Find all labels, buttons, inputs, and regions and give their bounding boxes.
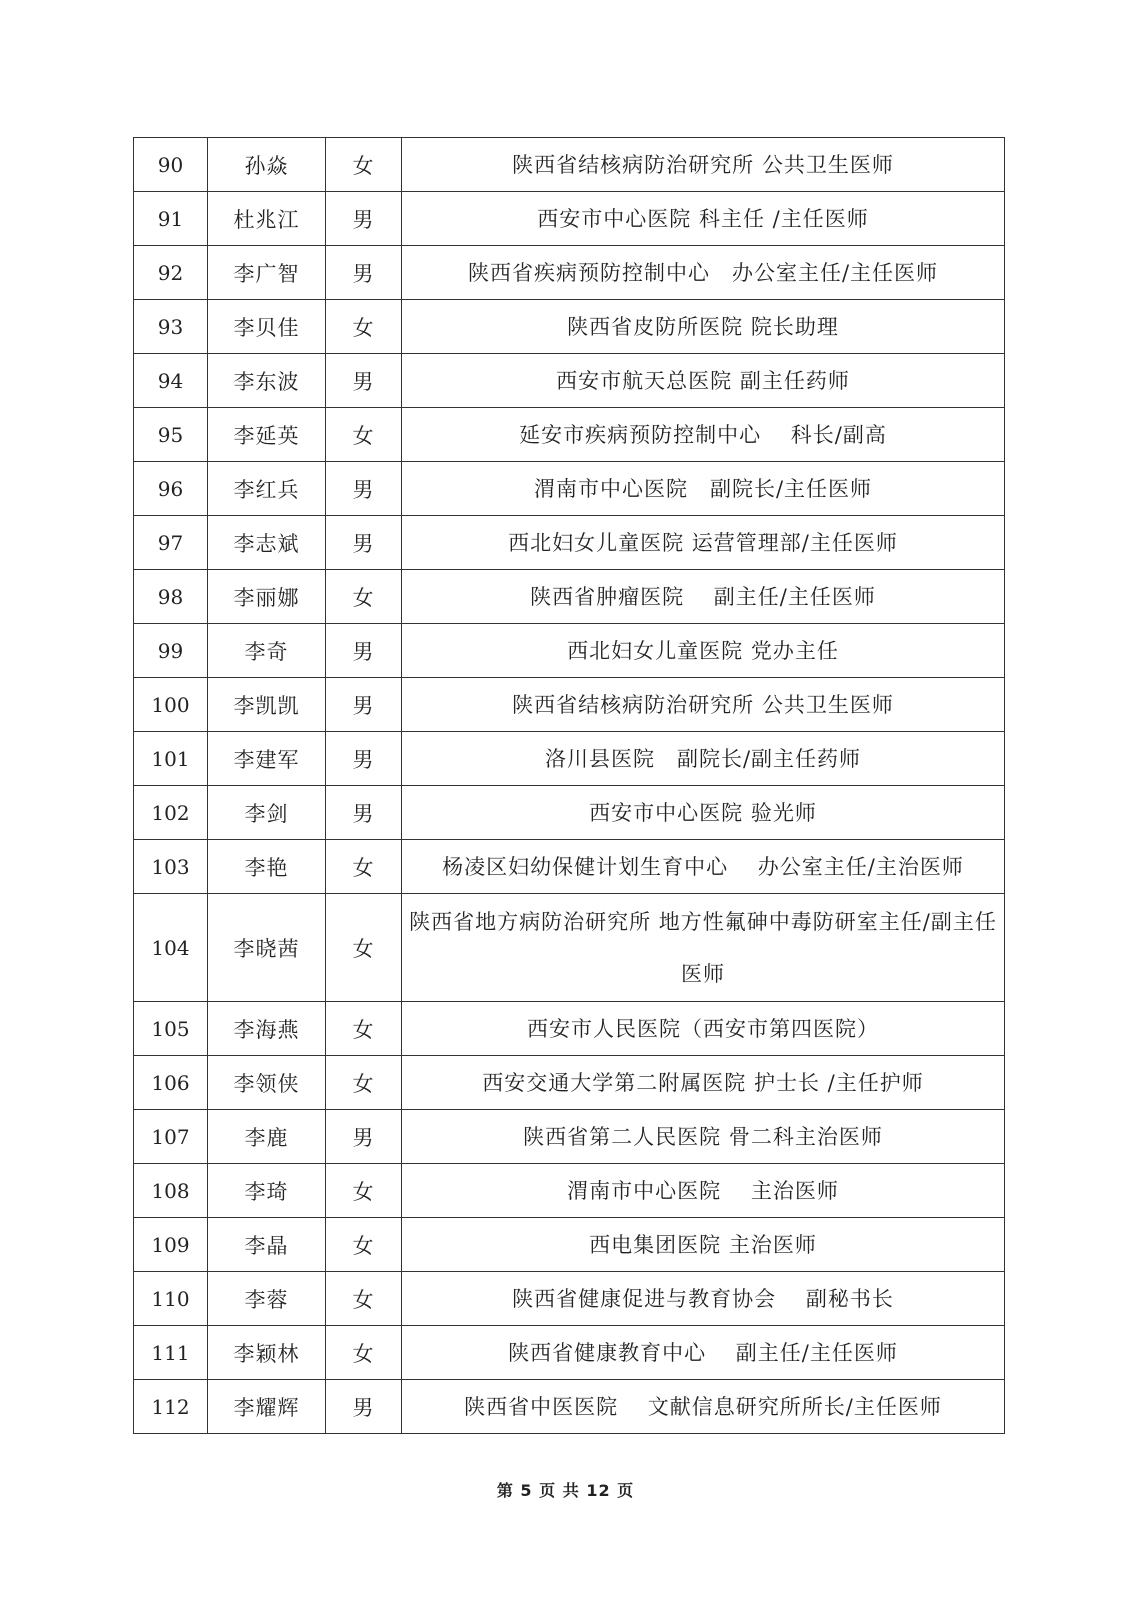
row-name-cell: 李琦	[208, 1164, 326, 1218]
row-unit-cell: 西北妇女儿童医院 党办主任	[402, 624, 1005, 678]
row-name-cell: 孙焱	[208, 138, 326, 192]
table-row	[134, 1110, 1005, 1164]
row-number-cell: 95	[134, 408, 208, 462]
row-name-cell: 李晶	[208, 1218, 326, 1272]
table-row	[134, 1002, 1005, 1056]
row-number-cell: 90	[134, 138, 208, 192]
row-gender-cell: 女	[326, 840, 402, 894]
row-name-cell: 李延英	[208, 408, 326, 462]
row-unit-cell: 陕西省结核病防治研究所 公共卫生医师	[402, 138, 1005, 192]
page-footer	[0, 1478, 1131, 1501]
row-gender-cell: 男	[326, 516, 402, 570]
row-number-cell: 97	[134, 516, 208, 570]
row-number-cell: 99	[134, 624, 208, 678]
row-name-cell: 李鹿	[208, 1110, 326, 1164]
row-gender-cell: 女	[326, 1326, 402, 1380]
row-unit-cell: 西安市人民医院（西安市第四医院）	[402, 1002, 1005, 1056]
row-gender-cell: 男	[326, 462, 402, 516]
table-row	[134, 1056, 1005, 1110]
footer-total-label: 共	[562, 1481, 580, 1500]
row-number-cell: 96	[134, 462, 208, 516]
row-unit-cell: 渭南市中心医院 副院长/主任医师	[402, 462, 1005, 516]
table-row	[134, 1380, 1005, 1434]
row-name-cell: 李丽娜	[208, 570, 326, 624]
row-gender-cell: 男	[326, 246, 402, 300]
table-row	[134, 570, 1005, 624]
row-number-cell: 111	[134, 1326, 208, 1380]
table-row	[134, 138, 1005, 192]
row-name-cell: 李东波	[208, 354, 326, 408]
row-gender-cell: 男	[326, 732, 402, 786]
row-name-cell: 李贝佳	[208, 300, 326, 354]
row-number-cell: 101	[134, 732, 208, 786]
row-unit-cell: 陕西省疾病预防控制中心 办公室主任/主任医师	[402, 246, 1005, 300]
footer-page-label: 第	[496, 1481, 514, 1500]
row-unit-cell: 陕西省健康促进与教育协会 副秘书长	[402, 1272, 1005, 1326]
row-unit-cell: 西安市中心医院 科主任 /主任医师	[402, 192, 1005, 246]
table-row	[134, 246, 1005, 300]
table-row	[134, 516, 1005, 570]
footer-total-unit: 页	[617, 1481, 635, 1500]
row-number-cell: 109	[134, 1218, 208, 1272]
row-name-cell: 李领侠	[208, 1056, 326, 1110]
row-number-cell: 110	[134, 1272, 208, 1326]
row-name-cell: 李红兵	[208, 462, 326, 516]
row-unit-cell: 西电集团医院 主治医师	[402, 1218, 1005, 1272]
row-gender-cell: 女	[326, 570, 402, 624]
table-row	[134, 462, 1005, 516]
table-row	[134, 732, 1005, 786]
row-number-cell: 104	[134, 894, 208, 1002]
row-number-cell: 93	[134, 300, 208, 354]
table-row	[134, 894, 1005, 1002]
row-gender-cell: 男	[326, 1110, 402, 1164]
row-name-cell: 李耀辉	[208, 1380, 326, 1434]
row-gender-cell: 男	[326, 354, 402, 408]
table-row	[134, 840, 1005, 894]
table-row	[134, 1218, 1005, 1272]
row-number-cell: 102	[134, 786, 208, 840]
roster-table-body	[134, 138, 1005, 1434]
row-name-cell: 李剑	[208, 786, 326, 840]
row-gender-cell: 女	[326, 1002, 402, 1056]
row-number-cell: 112	[134, 1380, 208, 1434]
row-number-cell: 100	[134, 678, 208, 732]
row-unit-cell: 杨凌区妇幼保健计划生育中心 办公室主任/主治医师	[402, 840, 1005, 894]
row-unit-cell: 陕西省健康教育中心 副主任/主任医师	[402, 1326, 1005, 1380]
row-name-cell: 李艳	[208, 840, 326, 894]
row-gender-cell: 女	[326, 1218, 402, 1272]
row-unit-cell: 渭南市中心医院 主治医师	[402, 1164, 1005, 1218]
row-gender-cell: 女	[326, 1164, 402, 1218]
row-name-cell: 李奇	[208, 624, 326, 678]
row-name-cell: 李蓉	[208, 1272, 326, 1326]
table-row	[134, 408, 1005, 462]
row-unit-cell: 陕西省第二人民医院 骨二科主治医师	[402, 1110, 1005, 1164]
row-unit-cell: 西安市中心医院 验光师	[402, 786, 1005, 840]
row-name-cell: 李广智	[208, 246, 326, 300]
row-gender-cell: 女	[326, 894, 402, 1002]
row-unit-cell: 陕西省地方病防治研究所 地方性氟砷中毒防研室主任/副主任医师	[402, 894, 1005, 1002]
row-gender-cell: 女	[326, 138, 402, 192]
table-row	[134, 1272, 1005, 1326]
row-number-cell: 108	[134, 1164, 208, 1218]
row-unit-cell: 陕西省结核病防治研究所 公共卫生医师	[402, 678, 1005, 732]
row-name-cell: 李建军	[208, 732, 326, 786]
row-name-cell: 李颖林	[208, 1326, 326, 1380]
table-row	[134, 354, 1005, 408]
table-row	[134, 678, 1005, 732]
row-unit-cell: 洛川县医院 副院长/副主任药师	[402, 732, 1005, 786]
row-unit-cell: 西安市航天总医院 副主任药师	[402, 354, 1005, 408]
row-gender-cell: 女	[326, 300, 402, 354]
table-row	[134, 300, 1005, 354]
row-gender-cell: 男	[326, 1380, 402, 1434]
row-number-cell: 92	[134, 246, 208, 300]
row-number-cell: 105	[134, 1002, 208, 1056]
footer-total-pages: 12	[586, 1481, 611, 1500]
row-name-cell: 李晓茜	[208, 894, 326, 1002]
row-unit-cell: 西北妇女儿童医院 运营管理部/主任医师	[402, 516, 1005, 570]
table-row	[134, 1164, 1005, 1218]
row-name-cell: 杜兆江	[208, 192, 326, 246]
row-number-cell: 98	[134, 570, 208, 624]
row-name-cell: 李志斌	[208, 516, 326, 570]
row-gender-cell: 男	[326, 192, 402, 246]
row-gender-cell: 男	[326, 678, 402, 732]
row-unit-cell: 延安市疾病预防控制中心 科长/副高	[402, 408, 1005, 462]
row-number-cell: 91	[134, 192, 208, 246]
row-name-cell: 李海燕	[208, 1002, 326, 1056]
row-unit-cell: 陕西省皮防所医院 院长助理	[402, 300, 1005, 354]
footer-page-unit: 页	[539, 1481, 557, 1500]
roster-table	[133, 137, 1005, 1434]
table-row	[134, 192, 1005, 246]
row-gender-cell: 男	[326, 624, 402, 678]
table-row	[134, 1326, 1005, 1380]
table-row	[134, 624, 1005, 678]
row-number-cell: 106	[134, 1056, 208, 1110]
row-unit-cell: 陕西省肿瘤医院 副主任/主任医师	[402, 570, 1005, 624]
footer-page-number: 5	[520, 1481, 533, 1500]
row-gender-cell: 女	[326, 1056, 402, 1110]
row-unit-cell: 西安交通大学第二附属医院 护士长 /主任护师	[402, 1056, 1005, 1110]
row-name-cell: 李凯凯	[208, 678, 326, 732]
row-gender-cell: 女	[326, 1272, 402, 1326]
row-unit-cell: 陕西省中医医院 文献信息研究所所长/主任医师	[402, 1380, 1005, 1434]
row-number-cell: 94	[134, 354, 208, 408]
row-gender-cell: 男	[326, 786, 402, 840]
row-gender-cell: 女	[326, 408, 402, 462]
row-number-cell: 107	[134, 1110, 208, 1164]
table-row	[134, 786, 1005, 840]
row-number-cell: 103	[134, 840, 208, 894]
